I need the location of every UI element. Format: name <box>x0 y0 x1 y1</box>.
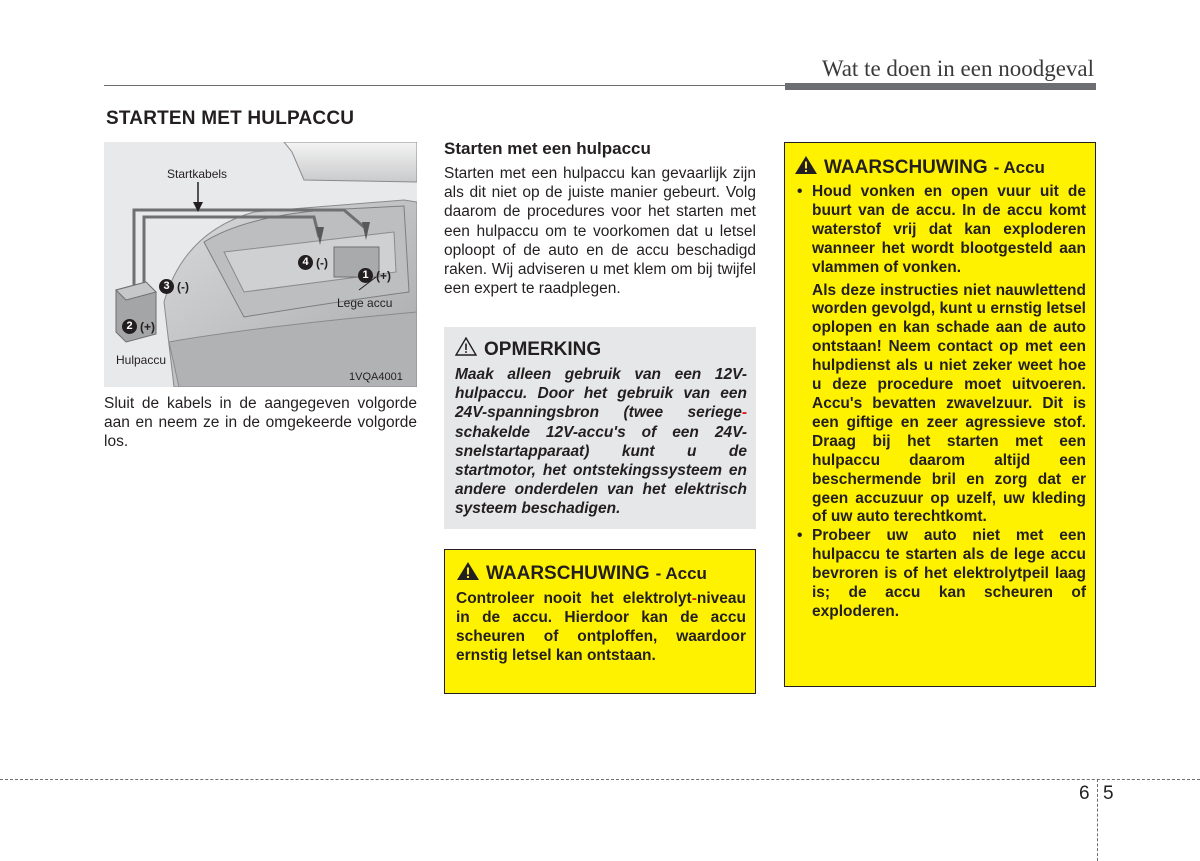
jump-start-illustration <box>104 142 417 387</box>
warning-box-electrolyte <box>444 549 756 694</box>
page-number: 5 <box>1103 783 1114 804</box>
tag-4-negative: 4 (-) <box>298 255 328 270</box>
tag-2-positive: 2 (+) <box>122 319 155 334</box>
warning-list <box>794 183 1086 622</box>
list-item: • Houd vonken en open vuur uit de buurt van de accu. In de accu komt waterstof vrij dat kan exploderen wanneer het wordt blootgesteld aan vlammen of vonken. Als deze instructies niet nauwlettend worden gevolgd, kunt u ernstig letsel oplopen en kan schade aan de auto ontstaan! Neem contact op met een hulpdienst als u niet zeker weet hoe u deze procedure moet uitvoeren. Accu's bevatten zwavelzuur. Dit is een giftige en zeer agressieve stof. Draag bij het starten met een hulpaccu daarom altijd een beschermende bril en zorg dat er geen accuzuur op uzelf, uw kleding of uw auto terechtkomt. <box>794 183 1086 527</box>
chapter-number: 6 <box>1079 783 1090 804</box>
tag-3-negative: 3 (-) <box>159 279 189 294</box>
note-title: OPMERKING <box>455 337 747 362</box>
warning-box-battery <box>784 142 1096 687</box>
intro-paragraph: Starten met een hulpaccu kan gevaarlijk zijn als dit niet op de juiste manier gebeurt. Volg daarom de procedures voor het starten met een hulpaccu om te voorkomen dat u letsel oploopt of de auto en de accu beschadigd raken. Wij adviseren u met klem om bij twijfel een expert te raadplegen. <box>444 165 756 298</box>
caution-outline-icon <box>455 337 477 362</box>
label-lege-accu: Lege accu <box>337 296 393 310</box>
section-title: STARTEN MET HULPACCU <box>106 108 355 129</box>
figure-code: 1VQA4001 <box>349 371 403 383</box>
note-box <box>444 327 756 529</box>
label-startkabels: Startkabels <box>167 167 228 181</box>
warning-title: WAARSCHUWING - Accu <box>794 155 1086 181</box>
tag-1-positive: 1 (+) <box>358 268 391 283</box>
running-header: Wat te doen in een noodgeval <box>821 56 1094 81</box>
subsection-heading: Starten met een hulpaccu <box>444 139 651 158</box>
warning-icon <box>794 155 818 181</box>
figure-caption: Sluit de kabels in de aangegeven volgorde aan en neem ze in de omgekeerde volgorde los. <box>104 395 417 450</box>
warning-body: Controleer nooit het elektrolyt-niveau in de accu. Hierdoor kan de accu scheuren of ontploffen, waardoor ernstig letsel kan ontstaan. <box>456 590 746 664</box>
warning-icon <box>456 561 480 587</box>
header-rule-accent <box>785 83 1096 90</box>
note-body: Maak alleen gebruik van een 12V-hulpaccu. Door het gebruik van een 24V-spanningsbron (twee seriege-schakelde 12V-accu's of een 24V-snelstartapparaat) kunt u de startmotor, het ontstekingssysteem en andere onderdelen van het elektrisch systeem beschadigen. <box>455 366 747 518</box>
footer-divider <box>1097 779 1098 861</box>
footer-rule <box>0 779 1200 780</box>
warning-title: WAARSCHUWING - Accu <box>456 561 746 587</box>
car-trunk-drawing <box>104 142 417 387</box>
list-item: • Probeer uw auto niet met een hulpaccu te starten als de lege accu bevroren is of het elektrolytpeil laag is; de accu kan scheuren of exploderen. <box>794 527 1086 622</box>
label-hulpaccu: Hulpaccu <box>116 353 167 367</box>
